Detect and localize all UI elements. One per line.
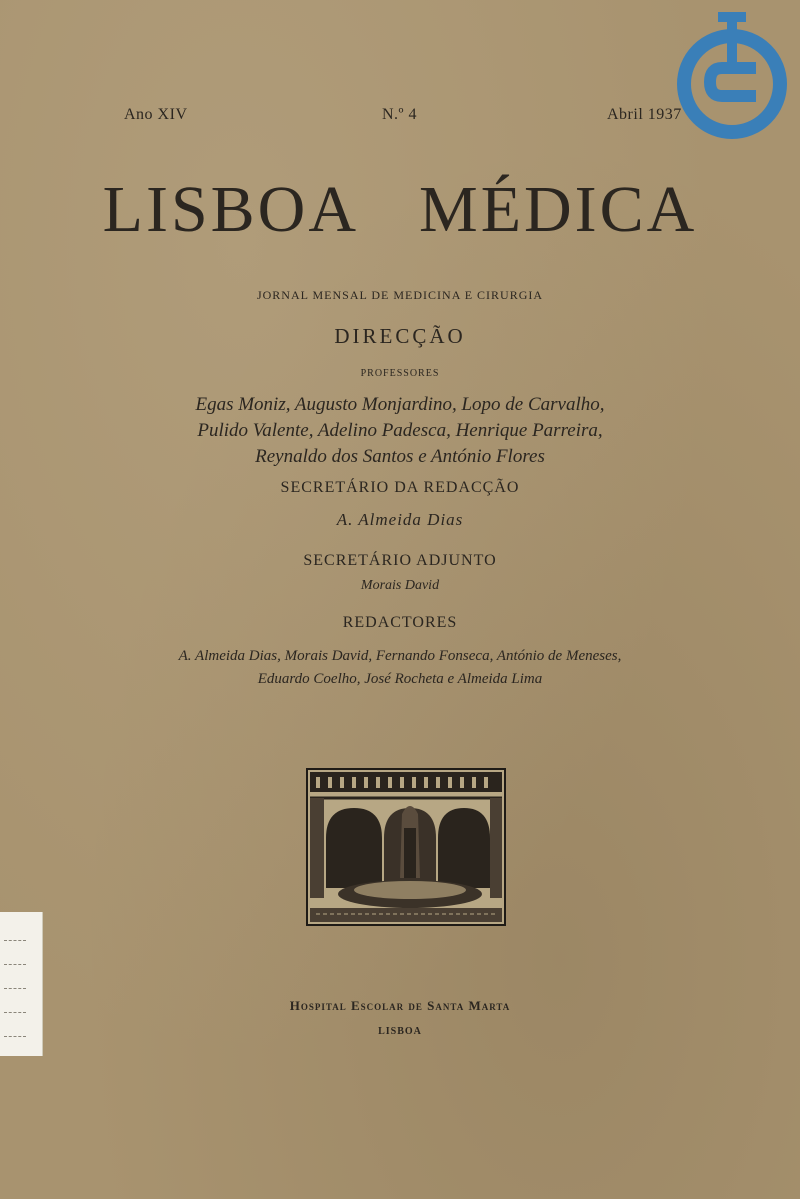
publisher-name: Hospital Escolar de Santa Marta <box>289 998 511 1013</box>
library-shelf-label <box>0 912 43 1056</box>
cloister-illustration <box>306 768 506 926</box>
issue-date: Abril 1937 <box>607 106 682 123</box>
editors-list <box>0 645 800 691</box>
editorial-secretary-label: SECRETÁRIO DA REDACÇÃO <box>280 479 520 496</box>
assistant-secretary-label: SECRETÁRIO ADJUNTO <box>303 552 497 569</box>
publisher-city: LISBOA <box>378 1026 422 1037</box>
assistant-secretary-name: Morais David <box>360 578 440 593</box>
editorial-secretary-name: A. Almeida Dias <box>336 510 464 529</box>
professors-line: Pulido Valente, Adelino Padesca, Henrique Parreira, <box>197 420 603 441</box>
professors-label: PROFESSORES <box>360 368 440 379</box>
issue-number: N.º 4 <box>382 106 418 123</box>
direction-heading: DIRECÇÃO <box>334 324 466 348</box>
title-word-lisboa: LISBOA <box>102 173 360 246</box>
professors-line: Egas Moniz, Augusto Monjardino, Lopo de Carvalho, <box>195 394 605 415</box>
journal-title <box>0 172 800 248</box>
title-word-medica: MÉDICA <box>419 173 698 246</box>
professors-line: Reynaldo dos Santos e António Flores <box>255 446 545 467</box>
editors-line: Eduardo Coelho, José Rocheta e Almeida Lima <box>257 671 543 687</box>
professors-list <box>0 392 800 470</box>
journal-subtitle: JORNAL MENSAL DE MEDICINA E CIRURGIA <box>256 288 544 302</box>
editors-line: A. Almeida Dias, Morais David, Fernando Fonseca, António de Meneses, <box>178 648 622 664</box>
editors-label: REDACTORES <box>342 614 458 631</box>
library-stamp-icon <box>672 12 790 140</box>
volume-label: Ano XIV <box>124 106 188 123</box>
